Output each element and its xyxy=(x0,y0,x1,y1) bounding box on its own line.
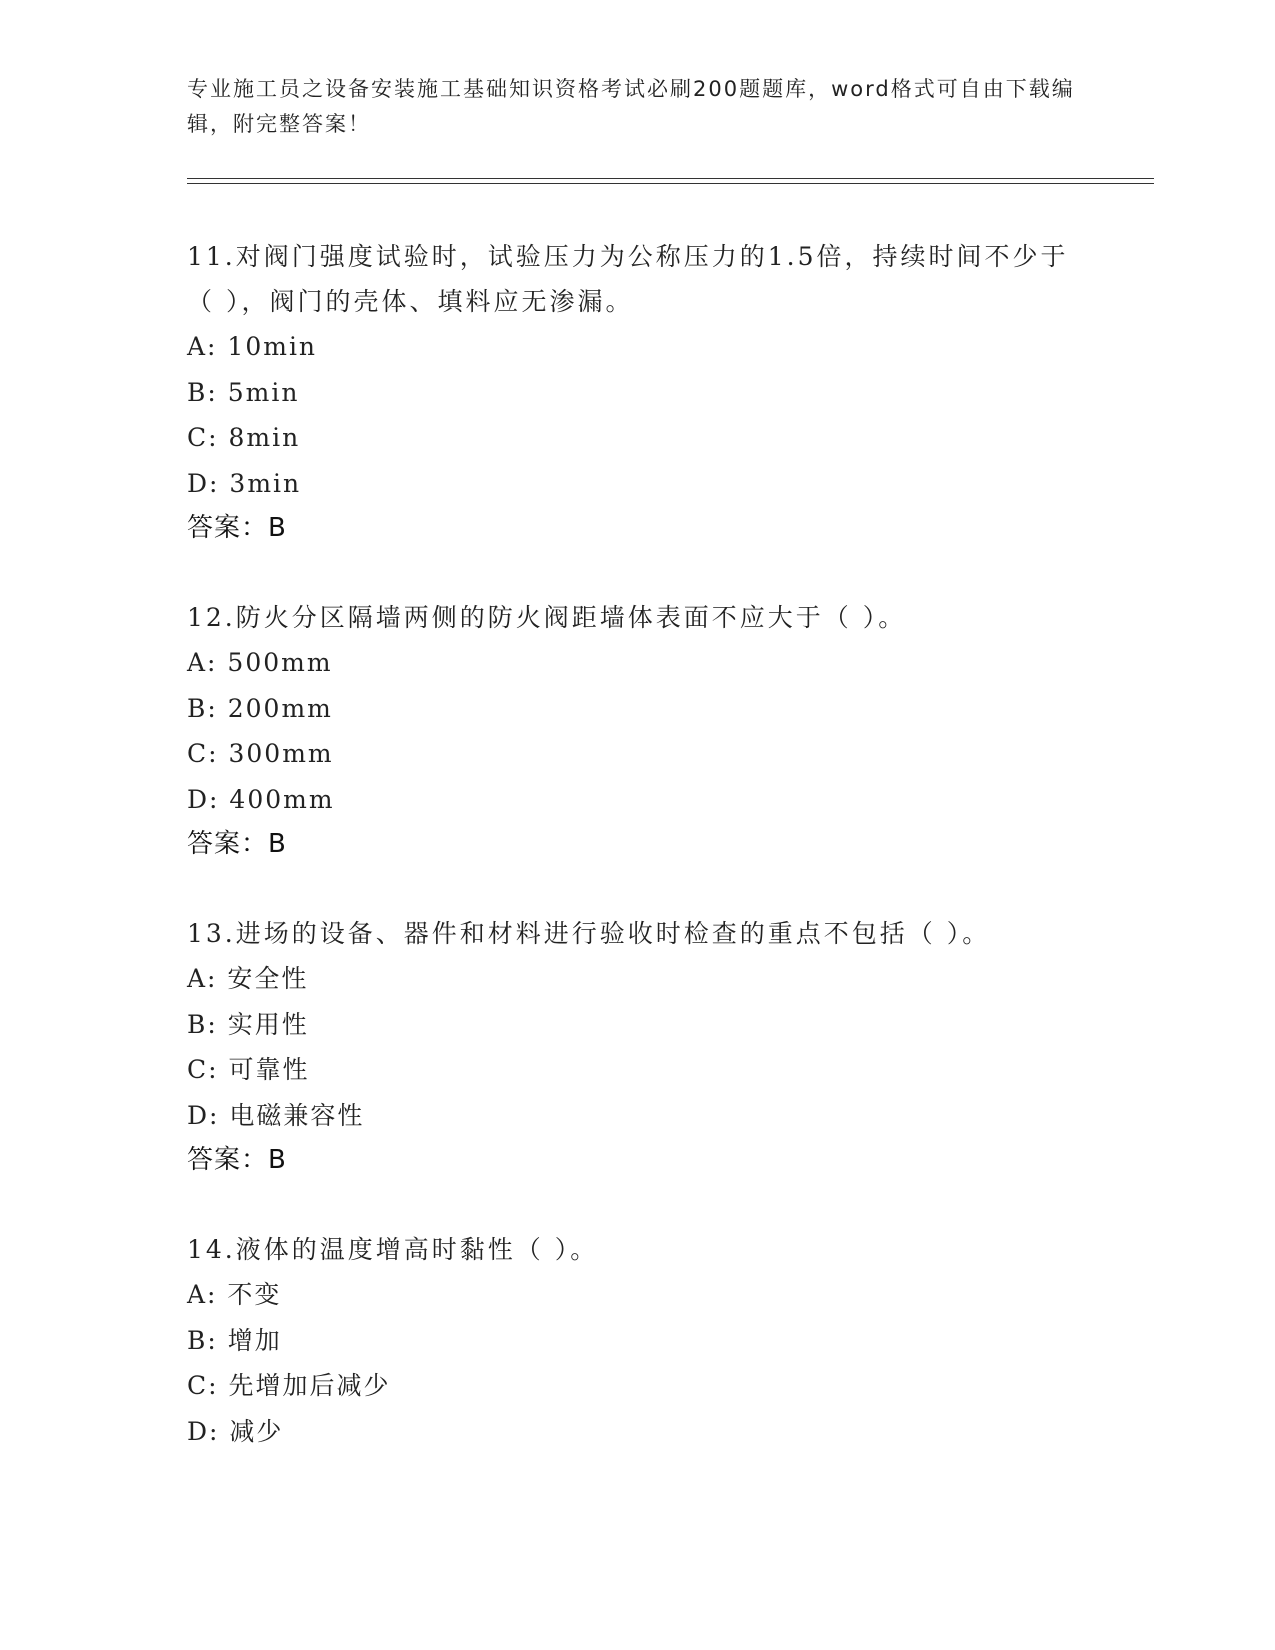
question-11 xyxy=(187,234,1087,551)
option-a: A: 500mm xyxy=(187,648,333,677)
document-header xyxy=(187,72,1087,142)
question-14 xyxy=(187,1227,1087,1454)
option-c: C: 300mm xyxy=(187,739,334,768)
header-title: 专业施工员之设备安装施工基础知识资格考试必刷200题题库，word格式可自由下载编辑，附完整答案！ xyxy=(187,77,1075,136)
header-divider-top xyxy=(187,178,1154,179)
option-d: D: 3min xyxy=(187,468,302,498)
question-stem: 12.防火分区隔墙两侧的防火阀距墙体表面不应大于（ ）。 xyxy=(187,603,907,632)
question-12 xyxy=(187,595,1087,867)
option-d: D: 400mm xyxy=(187,784,335,814)
header-divider-bottom xyxy=(187,183,1154,184)
option-d: D: 电磁兼容性 xyxy=(187,1100,365,1130)
option-b: B: 增加 xyxy=(187,1325,282,1355)
question-13 xyxy=(187,911,1087,1183)
option-a: A: 10min xyxy=(187,332,318,361)
question-stem: 14.液体的温度增高时黏性（ ）。 xyxy=(187,1235,599,1264)
answer: 答案：B xyxy=(187,829,287,859)
option-c: C: 可靠性 xyxy=(187,1055,310,1084)
answer: 答案：B xyxy=(187,1145,287,1175)
option-c: C: 8min xyxy=(187,423,301,452)
question-stem: 11.对阀门强度试验时，试验压力为公称压力的1.5倍，持续时间不少于（ ），阀门的壳体、填料应无渗漏。 xyxy=(187,242,1069,316)
option-d: D: 减少 xyxy=(187,1416,284,1446)
option-b: B: 实用性 xyxy=(187,1009,309,1039)
option-a: A: 不变 xyxy=(187,1280,282,1309)
option-a: A: 安全性 xyxy=(187,964,309,993)
answer: 答案：B xyxy=(187,513,287,543)
option-c: C: 先增加后减少 xyxy=(187,1371,391,1400)
option-b: B: 5min xyxy=(187,377,300,407)
question-list xyxy=(187,234,1087,1498)
option-b: B: 200mm xyxy=(187,693,333,723)
question-stem: 13.进场的设备、器件和材料进行验收时检查的重点不包括（ ）。 xyxy=(187,919,991,948)
